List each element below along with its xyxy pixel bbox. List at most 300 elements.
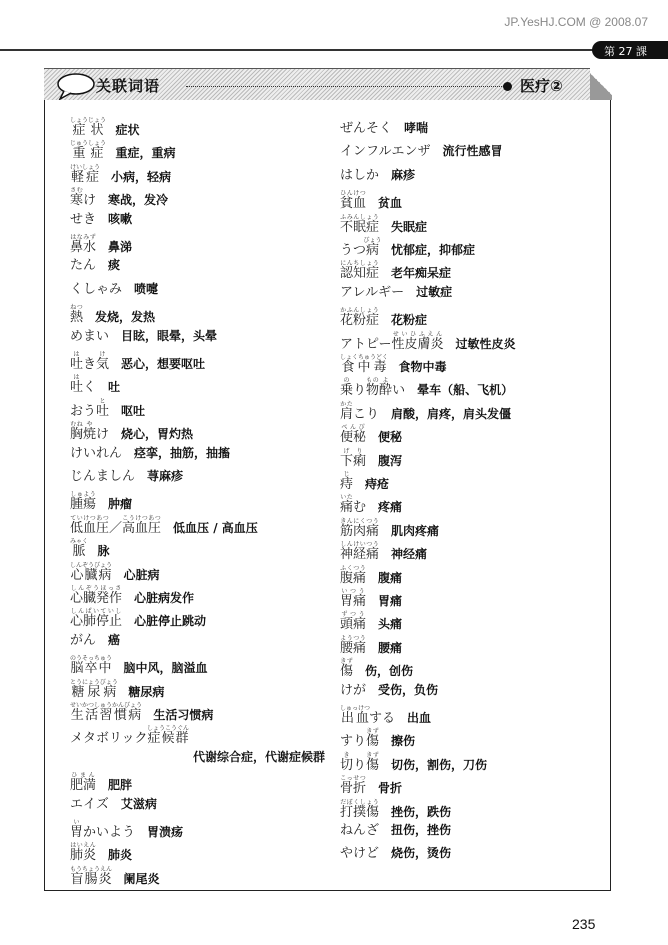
vocab-entry-continuation [181, 749, 325, 766]
term [340, 705, 396, 726]
meaning: 挫伤，跌伤 [391, 804, 452, 819]
furigana: きず [366, 728, 380, 736]
term-base: 肩 [340, 406, 354, 422]
meaning: 肩酸，肩疼，肩头发僵 [391, 406, 512, 421]
vocab-entry [340, 494, 402, 516]
meaning: 胃溃疡 [147, 825, 184, 839]
meaning: 失眠症 [391, 219, 428, 234]
furigana: しんぞうびょう [70, 561, 113, 569]
vocab-entry [340, 190, 402, 212]
furigana: は [70, 374, 84, 382]
vocab-entry [340, 635, 402, 657]
furigana: はなみず [70, 234, 97, 241]
term-text: かいよう [83, 825, 136, 840]
furigana: の [340, 377, 354, 385]
furigana: ふみんしょう [340, 213, 380, 221]
term-text: やけど [340, 846, 380, 862]
term [70, 446, 122, 461]
term-text: うつ [340, 243, 367, 258]
meaning: 神经痛 [391, 547, 428, 562]
term [340, 307, 380, 329]
vocab-entry [70, 702, 213, 724]
section-topic: 医疗② [520, 77, 563, 95]
term-base: 心肺停止 [70, 614, 123, 630]
term-base: 物 [366, 383, 380, 399]
meaning: 擦伤 [391, 734, 416, 749]
term-text: すり [340, 734, 367, 750]
term-text: めまい [70, 328, 110, 344]
furigana: ずつう [340, 611, 367, 619]
vocab-entry [340, 120, 428, 137]
meaning: 疼痛 [378, 500, 403, 515]
vocab-entry [340, 728, 415, 750]
term [340, 330, 444, 352]
meaning: 代谢综合症，代谢症候群 [192, 749, 325, 764]
vocab-entry [70, 679, 164, 701]
vocab-entry [340, 284, 452, 301]
vocab-entry [70, 211, 132, 228]
term [70, 212, 96, 227]
term [340, 285, 404, 300]
term [70, 374, 97, 396]
term-base: 食中毒 [340, 360, 389, 375]
term-base: 認知症 [340, 266, 380, 282]
vocab-entry [340, 822, 451, 839]
furigana: きず [366, 751, 380, 759]
term-base: 重症 [70, 146, 107, 162]
vocab-entry [70, 398, 145, 420]
furigana: しんぞうほっさ [70, 585, 122, 592]
meaning: 发烧，发热 [95, 310, 156, 325]
term [340, 751, 380, 773]
vocab-entry [340, 448, 402, 470]
section-title: 关联词语 [96, 77, 161, 95]
vocab-entry [340, 354, 447, 376]
meaning: 目眩，眼晕，头晕 [121, 328, 218, 343]
furigana: きんにくつう [340, 517, 380, 525]
term-base: 痔 [340, 477, 354, 492]
meaning: 流行性感冒 [442, 144, 503, 159]
vocab-entry [70, 866, 160, 888]
term-base: 脳卒中 [70, 661, 113, 677]
furigana: かふんしょう [340, 307, 380, 315]
meaning: 痉挛，抽筋，抽搐 [134, 445, 231, 460]
term-base: 生活習慣病 [70, 708, 142, 723]
term-text: ／ [109, 520, 123, 536]
meaning: 症状 [115, 123, 140, 137]
furigana: びょう [363, 237, 382, 244]
term-text: はしか [340, 167, 380, 183]
meaning: 肌肉疼痛 [391, 523, 440, 538]
vocab-entry [340, 565, 402, 587]
meaning: 呕吐 [121, 403, 146, 418]
meaning: 痰 [108, 258, 121, 273]
meaning: 麻疹 [391, 167, 416, 182]
term-base: 気 [96, 357, 110, 372]
vocab-entry [70, 117, 140, 139]
term [70, 163, 101, 185]
term [340, 517, 380, 539]
meaning: 心脏停止跳动 [134, 614, 207, 629]
term [340, 658, 354, 680]
term [70, 608, 123, 630]
term [340, 121, 392, 136]
term [340, 400, 380, 422]
term [70, 842, 97, 864]
meaning: 头痛 [378, 617, 403, 632]
vocab-entry [70, 351, 205, 373]
term-text: アトピー [340, 336, 392, 352]
furigana: みゃく [70, 538, 89, 546]
meaning: 痔疮 [365, 477, 390, 491]
term [70, 585, 123, 606]
term [70, 772, 97, 794]
meaning: 重症，重病 [115, 146, 176, 161]
meaning: 骨折 [378, 781, 403, 796]
furigana: はいえん [70, 842, 97, 850]
meaning: 烧伤，烫伤 [391, 846, 452, 861]
meaning: 切伤，割伤，刀伤 [391, 757, 488, 772]
vocab-entry [70, 796, 157, 813]
term-base: 腰痛 [340, 640, 367, 656]
term [70, 351, 110, 372]
term [70, 117, 107, 138]
term-base: 切 [340, 757, 354, 773]
term-text: エイズ [70, 796, 109, 812]
term [340, 775, 367, 797]
vocab-entry [70, 725, 189, 747]
term [340, 213, 380, 235]
meaning: 糖尿病 [128, 684, 165, 699]
furigana: い [70, 819, 84, 826]
term [70, 725, 189, 747]
term-base: 吐 [70, 380, 84, 396]
furigana: は [70, 351, 84, 358]
vocab-entry [340, 588, 402, 610]
term-base: 吐 [96, 403, 110, 419]
term-base: 腹痛 [340, 570, 367, 586]
term [340, 823, 379, 838]
vocab-entry [70, 655, 208, 677]
term-text: い [392, 383, 406, 399]
term-base: 傷 [366, 757, 380, 773]
vocab-entry [70, 538, 110, 560]
term-text: り [353, 757, 367, 773]
furigana: げり [340, 447, 367, 455]
term [70, 304, 84, 326]
meaning: 艾滋病 [120, 796, 157, 811]
vocab-entry [70, 445, 230, 462]
meaning: 花粉症 [391, 313, 428, 328]
meaning: 腰痛 [378, 640, 403, 655]
term [340, 541, 380, 563]
meaning: 脑中风，脑溢血 [123, 661, 208, 676]
vocab-entry [70, 328, 217, 345]
term-text: ぜんそく [340, 121, 393, 136]
furigana: にんちしょう [340, 260, 380, 268]
vocab-entry [70, 257, 120, 274]
term-base: 肥満 [70, 778, 97, 794]
term [340, 634, 367, 656]
term-text: けいれん [70, 445, 123, 461]
term [340, 846, 379, 861]
meaning: 腹痛 [378, 570, 403, 585]
term-base: 胃痛 [340, 594, 367, 609]
header-rule [0, 49, 600, 51]
term-base: 腫瘍 [70, 497, 97, 513]
term-text: け [96, 427, 110, 443]
term-text: けが [340, 682, 367, 698]
vocab-entry [340, 775, 402, 797]
speech-bubble-icon [54, 72, 96, 100]
term [340, 588, 367, 609]
vocab-entry [70, 187, 168, 209]
furigana: かた [340, 400, 354, 408]
meaning: 荨麻疹 [147, 469, 184, 483]
term-text: け [83, 193, 97, 209]
term [70, 258, 96, 273]
vocab-entry [70, 562, 160, 584]
vocab-entry [340, 705, 431, 727]
term-text: こり [353, 406, 380, 422]
vocab-entry [340, 658, 413, 680]
term-base: 胃 [70, 825, 84, 840]
meaning: 烧心，胃灼热 [121, 427, 194, 442]
furigana: や [83, 421, 97, 429]
term-base: 鼻水 [70, 240, 97, 255]
vocab-entry [340, 611, 402, 633]
term-base: 高血圧 [122, 520, 162, 536]
vocab-entry [340, 518, 439, 540]
furigana: けいしょう [70, 163, 101, 171]
term [70, 234, 97, 255]
term [70, 678, 118, 700]
vocab-entry [70, 234, 132, 256]
term [340, 683, 366, 698]
vocab-entry [70, 164, 171, 186]
term [70, 819, 136, 840]
meaning: 伤，创伤 [365, 664, 414, 679]
term-base: 痛 [340, 500, 354, 516]
meaning: 过敏性皮炎 [455, 336, 516, 351]
vocab-entry [340, 471, 389, 493]
term [70, 702, 143, 723]
meaning: 食物中毒 [398, 360, 447, 374]
meaning: 心脏病 [123, 567, 160, 582]
term-text: おう [70, 403, 97, 419]
term-base: 吐 [70, 357, 84, 372]
vocab-entry [340, 752, 487, 774]
meaning: 肺炎 [108, 848, 133, 863]
vocab-entry [340, 377, 513, 399]
meaning: 小病，轻病 [111, 169, 172, 184]
meaning: 肥胖 [108, 778, 133, 793]
vocab-entry [70, 374, 120, 396]
furigana: しょくちゅうどく [340, 354, 389, 361]
term-base: 盲腸炎 [70, 871, 113, 887]
term [340, 354, 389, 375]
term-text: がん [70, 632, 97, 648]
vocab-entry [70, 772, 132, 794]
term [340, 447, 367, 469]
furigana: こうけつあつ [122, 514, 162, 522]
vocab-entry [340, 401, 511, 423]
furigana: ひんけつ [340, 190, 367, 198]
vocab-entry [340, 237, 475, 259]
term-base: 肺炎 [70, 848, 97, 864]
meaning: 受伤，负伤 [378, 682, 439, 697]
term-base: 寒 [70, 193, 84, 209]
furigana: け [96, 351, 110, 358]
vocab-entry [340, 682, 438, 699]
furigana: ひまん [70, 772, 97, 780]
furigana: しんけいつう [340, 541, 380, 549]
furigana: べんぴ [340, 424, 367, 432]
vocab-entry [340, 260, 451, 282]
furigana: しょうこうぐん [146, 725, 189, 733]
term-base: 症状 [70, 123, 107, 138]
term-base: 乗 [340, 383, 354, 399]
term-text: き [83, 357, 97, 372]
term-text: り [353, 383, 367, 399]
furigana: しんぱいていし [70, 608, 122, 616]
term [70, 469, 135, 484]
meaning: 腹泻 [378, 453, 403, 468]
vocab-entry [340, 799, 451, 821]
term-text: せき [70, 211, 97, 227]
furigana: よ [379, 377, 393, 385]
term-base: 脈 [70, 544, 89, 560]
furigana: と [96, 397, 110, 405]
term-text: じんましん [70, 469, 136, 484]
vocab-entry [340, 143, 503, 160]
term-base: 糖尿病 [70, 684, 118, 700]
term-text: インフルエンザ [340, 144, 431, 160]
term-base: 性皮膚炎 [391, 336, 444, 352]
lesson-tab: 第 27 課 [592, 41, 668, 59]
furigana: のうそっちゅう [70, 655, 113, 663]
site-watermark: JP.YesHJ.COM @ 2008.07 [504, 15, 648, 29]
furigana: もうちょうえん [70, 865, 113, 873]
page-number: 235 [572, 916, 596, 932]
term [340, 260, 380, 282]
term-base: 症候群 [146, 731, 189, 747]
term [340, 424, 367, 446]
term-base: 傷 [366, 734, 380, 750]
term [70, 538, 89, 560]
furigana: ようつう [340, 634, 367, 642]
vocab-entry [340, 167, 415, 184]
term [70, 655, 113, 677]
furigana: じゅうしょう [70, 140, 107, 148]
term-base: 神経痛 [340, 547, 380, 563]
meaning: 低血压 / 高血压 [173, 520, 258, 535]
term [340, 168, 379, 183]
term [340, 377, 406, 399]
term-text: メタボリック [70, 731, 148, 747]
meaning: 恶心，想要呕吐 [121, 357, 206, 371]
term [70, 797, 109, 812]
furigana: きず [340, 658, 354, 666]
term-text: む [353, 500, 367, 516]
term [70, 561, 113, 583]
term-base: 打撲傷 [340, 804, 380, 820]
vocab-entry [70, 632, 120, 649]
meaning: 喷嚏 [134, 281, 159, 296]
meaning: 心脏病发作 [134, 591, 195, 605]
vocab-entry [70, 819, 183, 841]
meaning: 吐 [108, 380, 121, 395]
meaning: 胃痛 [378, 594, 403, 608]
vocab-entry [340, 845, 451, 862]
term-base: 心臓病 [70, 567, 113, 583]
furigana: ねつ [70, 304, 84, 312]
term [340, 564, 367, 586]
term [70, 282, 122, 297]
term-base: 熱 [70, 310, 84, 326]
meaning: 肿瘤 [108, 497, 133, 512]
vocab-entry [340, 331, 516, 353]
term-base: 病 [363, 243, 382, 258]
term [70, 397, 110, 419]
vocab-entry [340, 424, 402, 446]
vocab-entry [340, 214, 427, 236]
term [340, 471, 354, 492]
meaning: 老年痴呆症 [391, 266, 452, 281]
furigana: いた [340, 494, 354, 502]
term-base: 傷 [340, 664, 354, 680]
furigana: しょうじょう [70, 117, 107, 124]
meaning: 阑尾炎 [123, 871, 160, 886]
furigana: き [340, 751, 354, 759]
furigana: しゅよう [70, 491, 97, 499]
meaning: 忧郁症，抑郁症 [391, 243, 476, 257]
meaning: 哮喘 [404, 121, 429, 135]
term-base: 不眠症 [340, 219, 380, 235]
term [70, 187, 97, 209]
meaning: 癌 [108, 632, 121, 647]
vocab-entry [70, 515, 258, 537]
term [340, 494, 367, 516]
term-base: 筋肉痛 [340, 523, 380, 539]
furigana: とうにょうびょう [70, 678, 118, 686]
vocab-entry [70, 281, 158, 298]
vocab-entry [70, 421, 193, 443]
meaning: 贫血 [378, 196, 403, 211]
term-base: 酔 [379, 383, 393, 399]
term-base: 便秘 [340, 430, 367, 446]
term-text: たん [70, 258, 97, 274]
term [340, 190, 367, 212]
term-base: 貧血 [340, 196, 367, 212]
furigana: もの [366, 377, 380, 385]
meaning: 过敏症 [416, 284, 453, 299]
term-text: する [369, 711, 396, 726]
term [70, 633, 96, 648]
dotted-divider [186, 86, 506, 87]
term-base: 下痢 [340, 453, 367, 469]
term [340, 728, 380, 750]
furigana: しゅっけつ [340, 705, 371, 712]
vocab-entry [340, 307, 427, 329]
term [70, 140, 107, 162]
term-base: 出血 [340, 711, 371, 726]
term-text: アレルギー [340, 284, 405, 300]
term [340, 798, 380, 820]
furigana: ふくつう [340, 564, 367, 572]
meaning: 便秘 [378, 430, 403, 445]
term-base: 心臓発作 [70, 591, 123, 606]
